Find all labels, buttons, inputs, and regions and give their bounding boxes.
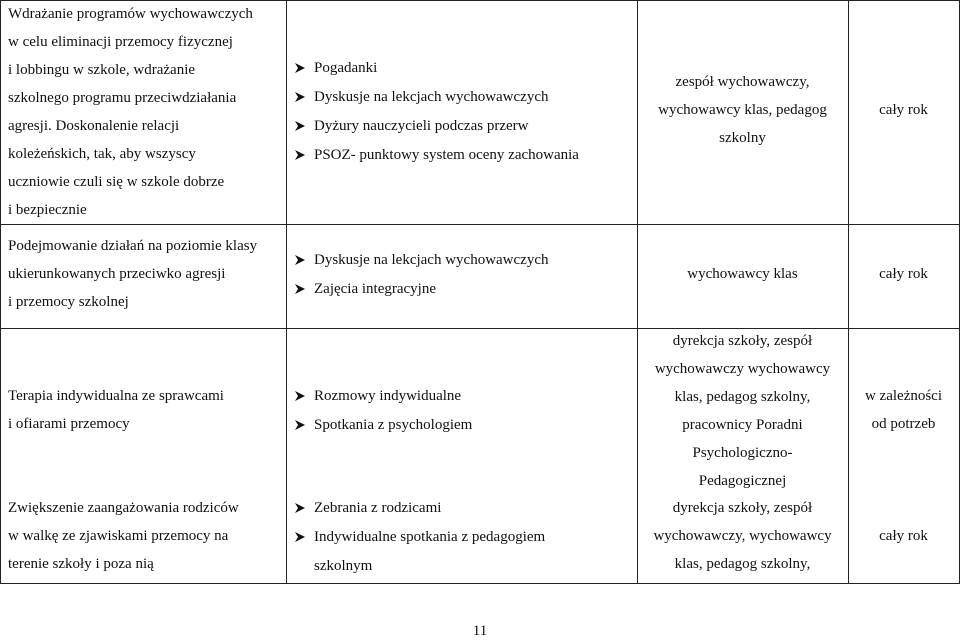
arrow-bullet-icon [292,411,310,440]
goal-line: ukierunkowanych przeciwko agresji [8,266,226,282]
arrow-bullet-icon [292,54,310,83]
goal-line: terenie szkoły i poza nią [8,556,154,572]
goal-line: i bezpiecznie [8,202,87,218]
goal-line: Terapia indywidualna ze sprawcami [8,388,224,404]
arrow-bullet-icon [292,494,310,523]
list-item: Pogadanki [292,54,579,83]
list-item: Indywidualne spotkania z pedagogiem [292,523,545,552]
table-border-left [0,0,1,584]
term-cell: cały rok [879,266,928,282]
list-item: Dyskusje na lekcjach wychowawczych [292,83,579,112]
list-item-continuation: szkolnym [314,558,373,574]
goal-line: koleżeńskich, tak, aby wszyscy [8,146,196,162]
tasks-list [292,382,472,440]
table-border-bottom [0,583,960,584]
goal-line: w walkę ze zjawiskami przemocy na [8,528,229,544]
arrow-bullet-icon [292,275,310,304]
goal-line: agresji. Doskonalenie relacji [8,118,180,134]
list-item: Rozmowy indywidualne [292,382,472,411]
list-item: Dyskusje na lekcjach wychowawczych [292,246,549,275]
page-number: 11 [472,623,488,639]
responsible-cell: zespół wychowawczy, wychowawcy klas, pedagog szkolny [658,74,827,146]
tasks-list [292,246,549,304]
list-item: Spotkania z psychologiem [292,411,472,440]
goal-line: i przemocy szkolnej [8,294,129,310]
goal-line: w celu eliminacji przemocy fizycznej [8,34,233,50]
arrow-bullet-icon [292,246,310,275]
table-row [8,232,257,316]
arrow-bullet-icon [292,141,310,170]
arrow-bullet-icon [292,523,310,552]
list-item: Dyżury nauczycieli podczas przerw [292,112,579,141]
list-item: Zebrania z rodzicami [292,494,545,523]
list-item: PSOZ- punktowy system oceny zachowania [292,141,579,170]
list-item: Zajęcia integracyjne [292,275,549,304]
goal-line: i ofiarami przemocy [8,416,130,432]
row-divider-1 [0,224,960,225]
term-cell: w zależności od potrzeb [864,388,943,432]
goal-line: Zwiększenie zaangażowania rodziców [8,500,239,516]
tasks-list [292,54,579,170]
arrow-bullet-icon [292,83,310,112]
term-cell: cały rok [879,528,928,544]
arrow-bullet-icon [292,112,310,141]
responsible-cell: wychowawcy klas [687,266,798,282]
table-row [8,382,224,438]
goal-line: uczniowie czuli się w szkole dobrze [8,174,225,190]
term-cell: cały rok [879,102,928,118]
goal-line: szkolnego programu przeciwdziałania [8,90,237,106]
arrow-bullet-icon [292,382,310,411]
table-row [8,494,239,578]
goal-line: Podejmowanie działań na poziomie klasy [8,238,258,254]
table-row [8,0,253,224]
column-divider-3 [848,0,849,584]
responsible-cell: dyrekcja szkoły, zespół wychowawczy, wychowawcy klas, pedagog szkolny, [653,500,832,572]
tasks-list [292,494,545,581]
responsible-cell: dyrekcja szkoły, zespół wychowawczy wychowawcy klas, pedagog szkolny, pracownicy Poradni Psychologiczno- Pedagogicznej [654,333,831,489]
goal-line: Wdrażanie programów wychowawczych [8,6,253,22]
column-divider-1 [286,0,287,584]
goal-line: i lobbingu w szkole, wdrażanie [8,62,196,78]
